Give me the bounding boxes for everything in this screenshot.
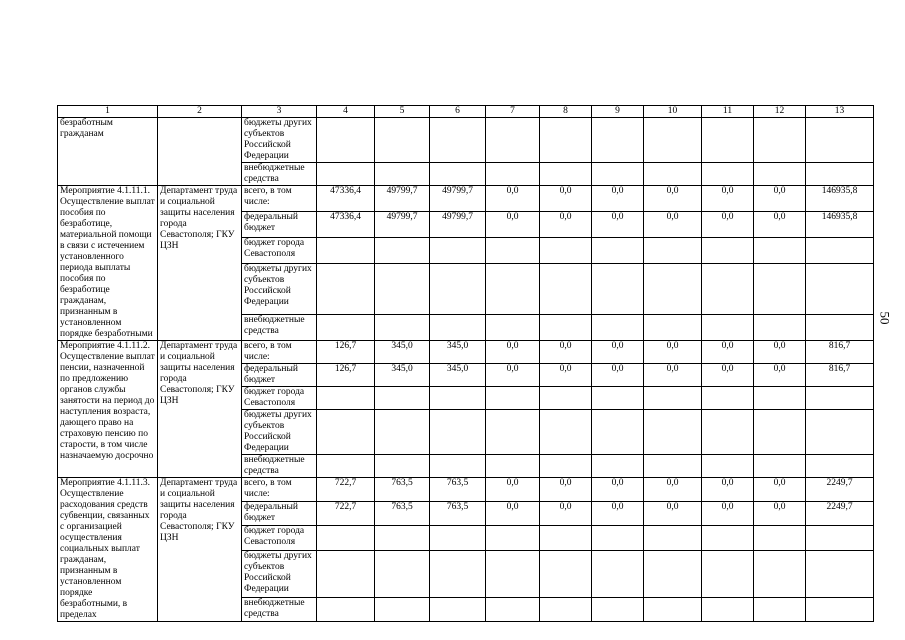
value-cell: 763,5 [375, 502, 430, 526]
value-cell [486, 455, 540, 478]
value-cell [486, 238, 540, 264]
value-cell: 126,7 [317, 364, 375, 387]
value-cell [702, 455, 754, 478]
value-cell [806, 264, 874, 315]
page-number: 50 [877, 311, 893, 325]
value-cell [317, 118, 375, 163]
column-header: 5 [375, 106, 430, 118]
value-cell [702, 387, 754, 410]
value-cell [375, 118, 430, 163]
funding-source-cell: федеральный бюджет [242, 364, 317, 387]
value-cell: 0,0 [702, 364, 754, 387]
value-cell: 49799,7 [375, 212, 430, 238]
value-cell: 0,0 [754, 502, 806, 526]
value-cell: 0,0 [702, 341, 754, 364]
value-cell: 0,0 [540, 364, 592, 387]
value-cell [540, 163, 592, 186]
value-cell [375, 550, 430, 597]
value-cell [540, 410, 592, 455]
value-cell [375, 455, 430, 478]
value-cell: 816,7 [806, 364, 874, 387]
value-cell [430, 387, 486, 410]
value-cell [540, 264, 592, 315]
value-cell [486, 550, 540, 597]
value-cell [317, 163, 375, 186]
value-cell [702, 314, 754, 340]
value-cell [317, 387, 375, 410]
value-cell [375, 163, 430, 186]
value-cell [806, 410, 874, 455]
value-cell [317, 550, 375, 597]
funding-source-cell: всего, в том числе: [242, 186, 317, 212]
value-cell: 126,7 [317, 341, 375, 364]
value-cell: 146935,8 [806, 186, 874, 212]
value-cell [806, 597, 874, 621]
value-cell [430, 264, 486, 315]
value-cell [754, 526, 806, 550]
value-cell [486, 264, 540, 315]
value-cell [644, 314, 702, 340]
value-cell [486, 314, 540, 340]
value-cell: 0,0 [540, 478, 592, 502]
event-name-cell: Мероприятие 4.1.11.3. Осуществление расходования средств субвенции, связанных с организацией осуществления социальных выплат гражданам, признанным в установленном порядке безработными, в пределах [58, 478, 158, 622]
value-cell [540, 455, 592, 478]
value-cell [702, 264, 754, 315]
value-cell [702, 410, 754, 455]
value-cell [592, 163, 644, 186]
value-cell [754, 550, 806, 597]
value-cell [754, 314, 806, 340]
funding-source-cell: внебюджетные средства [242, 455, 317, 478]
value-cell [317, 455, 375, 478]
value-cell [806, 455, 874, 478]
value-cell: 0,0 [486, 502, 540, 526]
value-cell: 0,0 [754, 478, 806, 502]
column-header: 6 [430, 106, 486, 118]
value-cell: 763,5 [430, 502, 486, 526]
value-cell [486, 410, 540, 455]
value-cell [754, 163, 806, 186]
funding-source-cell: внебюджетные средства [242, 597, 317, 621]
value-cell [375, 410, 430, 455]
column-header: 8 [540, 106, 592, 118]
value-cell [430, 238, 486, 264]
value-cell [540, 387, 592, 410]
value-cell [592, 455, 644, 478]
table-row [58, 341, 874, 364]
column-header: 2 [158, 106, 242, 118]
funding-source-cell: всего, в том числе: [242, 478, 317, 502]
value-cell: 0,0 [754, 341, 806, 364]
column-header: 11 [702, 106, 754, 118]
value-cell: 345,0 [375, 364, 430, 387]
value-cell: 0,0 [644, 186, 702, 212]
value-cell: 146935,8 [806, 212, 874, 238]
column-header: 3 [242, 106, 317, 118]
value-cell: 345,0 [430, 364, 486, 387]
value-cell [592, 387, 644, 410]
value-cell [644, 455, 702, 478]
table-row [58, 186, 874, 212]
column-header: 1 [58, 106, 158, 118]
value-cell: 0,0 [702, 212, 754, 238]
table-row [58, 118, 874, 163]
event-name-cell: Мероприятие 4.1.11.2. Осуществление выплат пенсии, назначенной по предложению органов службы занятости на период до наступления возраста, дающего право на страховую пенсию по старости, в том числе назначаемую досрочно [58, 341, 158, 478]
value-cell: 0,0 [540, 341, 592, 364]
funding-source-cell: бюджеты других субъектов Российской Федерации [242, 550, 317, 597]
value-cell: 0,0 [540, 212, 592, 238]
value-cell [806, 526, 874, 550]
value-cell [754, 118, 806, 163]
value-cell [375, 597, 430, 621]
value-cell: 0,0 [592, 186, 644, 212]
funding-source-cell: бюджеты других субъектов Российской Федерации [242, 264, 317, 315]
value-cell: 763,5 [375, 478, 430, 502]
funding-source-cell: бюджеты других субъектов Российской Федерации [242, 410, 317, 455]
value-cell: 0,0 [644, 502, 702, 526]
value-cell: 0,0 [592, 341, 644, 364]
value-cell [592, 410, 644, 455]
value-cell [430, 455, 486, 478]
value-cell: 0,0 [644, 212, 702, 238]
value-cell: 0,0 [754, 212, 806, 238]
value-cell [317, 597, 375, 621]
value-cell [644, 163, 702, 186]
value-cell [806, 314, 874, 340]
value-cell [317, 238, 375, 264]
financing-table [57, 105, 874, 622]
funding-source-cell: бюджеты других субъектов Российской Федерации [242, 118, 317, 163]
value-cell [806, 118, 874, 163]
value-cell [702, 163, 754, 186]
value-cell [806, 163, 874, 186]
funding-source-cell: бюджет города Севастополя [242, 238, 317, 264]
value-cell: 0,0 [702, 478, 754, 502]
value-cell [486, 387, 540, 410]
value-cell [317, 410, 375, 455]
value-cell: 763,5 [430, 478, 486, 502]
value-cell [702, 238, 754, 264]
value-cell [375, 526, 430, 550]
value-cell: 49799,7 [430, 212, 486, 238]
value-cell [754, 455, 806, 478]
value-cell [754, 410, 806, 455]
value-cell [806, 550, 874, 597]
value-cell [430, 314, 486, 340]
value-cell [486, 597, 540, 621]
value-cell [644, 526, 702, 550]
funding-source-cell: федеральный бюджет [242, 502, 317, 526]
table-row [58, 478, 874, 502]
value-cell [430, 597, 486, 621]
value-cell [754, 264, 806, 315]
funding-source-cell: бюджет города Севастополя [242, 387, 317, 410]
value-cell [754, 238, 806, 264]
value-cell: 2249,7 [806, 478, 874, 502]
executor-cell: Департамент труда и социальной защиты населения города Севастополя; ГКУ ЦЗН [158, 341, 242, 478]
value-cell: 49799,7 [430, 186, 486, 212]
value-cell [540, 597, 592, 621]
value-cell [540, 238, 592, 264]
value-cell [540, 118, 592, 163]
event-name-cell: безработным гражданам [58, 118, 158, 186]
value-cell: 0,0 [592, 212, 644, 238]
value-cell [317, 314, 375, 340]
column-header: 9 [592, 106, 644, 118]
value-cell: 2249,7 [806, 502, 874, 526]
column-header: 7 [486, 106, 540, 118]
value-cell [702, 550, 754, 597]
funding-source-cell: всего, в том числе: [242, 341, 317, 364]
funding-source-cell: внебюджетные средства [242, 314, 317, 340]
value-cell [806, 238, 874, 264]
value-cell: 816,7 [806, 341, 874, 364]
value-cell [540, 314, 592, 340]
value-cell [806, 387, 874, 410]
value-cell [702, 118, 754, 163]
value-cell [486, 118, 540, 163]
value-cell: 0,0 [486, 186, 540, 212]
value-cell [540, 526, 592, 550]
value-cell [644, 264, 702, 315]
value-cell: 0,0 [754, 186, 806, 212]
value-cell [430, 550, 486, 597]
value-cell: 0,0 [486, 478, 540, 502]
value-cell [375, 238, 430, 264]
value-cell [375, 264, 430, 315]
funding-source-cell: внебюджетные средства [242, 163, 317, 186]
value-cell [375, 387, 430, 410]
value-cell [644, 597, 702, 621]
column-header: 13 [806, 106, 874, 118]
value-cell [317, 526, 375, 550]
value-cell: 0,0 [754, 364, 806, 387]
column-header: 4 [317, 106, 375, 118]
value-cell [540, 550, 592, 597]
value-cell [644, 387, 702, 410]
value-cell: 722,7 [317, 502, 375, 526]
value-cell [644, 238, 702, 264]
executor-cell: Департамент труда и социальной защиты населения города Севастополя; ГКУ ЦЗН [158, 186, 242, 341]
value-cell: 0,0 [644, 364, 702, 387]
value-cell: 47336,4 [317, 212, 375, 238]
value-cell [486, 526, 540, 550]
value-cell [592, 264, 644, 315]
value-cell: 722,7 [317, 478, 375, 502]
value-cell [592, 597, 644, 621]
value-cell: 49799,7 [375, 186, 430, 212]
value-cell [702, 526, 754, 550]
value-cell [317, 264, 375, 315]
value-cell [592, 314, 644, 340]
value-cell [702, 597, 754, 621]
value-cell: 0,0 [592, 502, 644, 526]
funding-source-cell: федеральный бюджет [242, 212, 317, 238]
value-cell: 0,0 [540, 502, 592, 526]
value-cell [592, 526, 644, 550]
value-cell: 0,0 [644, 341, 702, 364]
executor-cell: Департамент труда и социальной защиты населения города Севастополя; ГКУ ЦЗН [158, 478, 242, 622]
value-cell: 0,0 [592, 478, 644, 502]
value-cell [754, 597, 806, 621]
value-cell: 0,0 [702, 502, 754, 526]
column-header: 12 [754, 106, 806, 118]
value-cell [375, 314, 430, 340]
value-cell: 0,0 [592, 364, 644, 387]
value-cell: 0,0 [486, 341, 540, 364]
value-cell [644, 410, 702, 455]
value-cell [592, 238, 644, 264]
funding-source-cell: бюджет города Севастополя [242, 526, 317, 550]
value-cell: 47336,4 [317, 186, 375, 212]
event-name-cell: Мероприятие 4.1.11.1. Осуществление выплат пособия по безработице, материальной помощи в связи с истечением установленного периода выплаты пособия по безработице гражданам, признанным в установленном порядке безработными [58, 186, 158, 341]
value-cell [754, 387, 806, 410]
value-cell [430, 163, 486, 186]
value-cell: 0,0 [486, 364, 540, 387]
value-cell: 0,0 [644, 478, 702, 502]
value-cell [486, 163, 540, 186]
value-cell: 345,0 [375, 341, 430, 364]
value-cell [592, 550, 644, 597]
executor-cell [158, 118, 242, 186]
value-cell: 0,0 [702, 186, 754, 212]
value-cell [644, 550, 702, 597]
value-cell: 0,0 [540, 186, 592, 212]
value-cell: 345,0 [430, 341, 486, 364]
value-cell [644, 118, 702, 163]
column-header: 10 [644, 106, 702, 118]
value-cell [430, 526, 486, 550]
value-cell [430, 410, 486, 455]
value-cell [430, 118, 486, 163]
header-row [58, 106, 874, 118]
value-cell [592, 118, 644, 163]
value-cell: 0,0 [486, 212, 540, 238]
